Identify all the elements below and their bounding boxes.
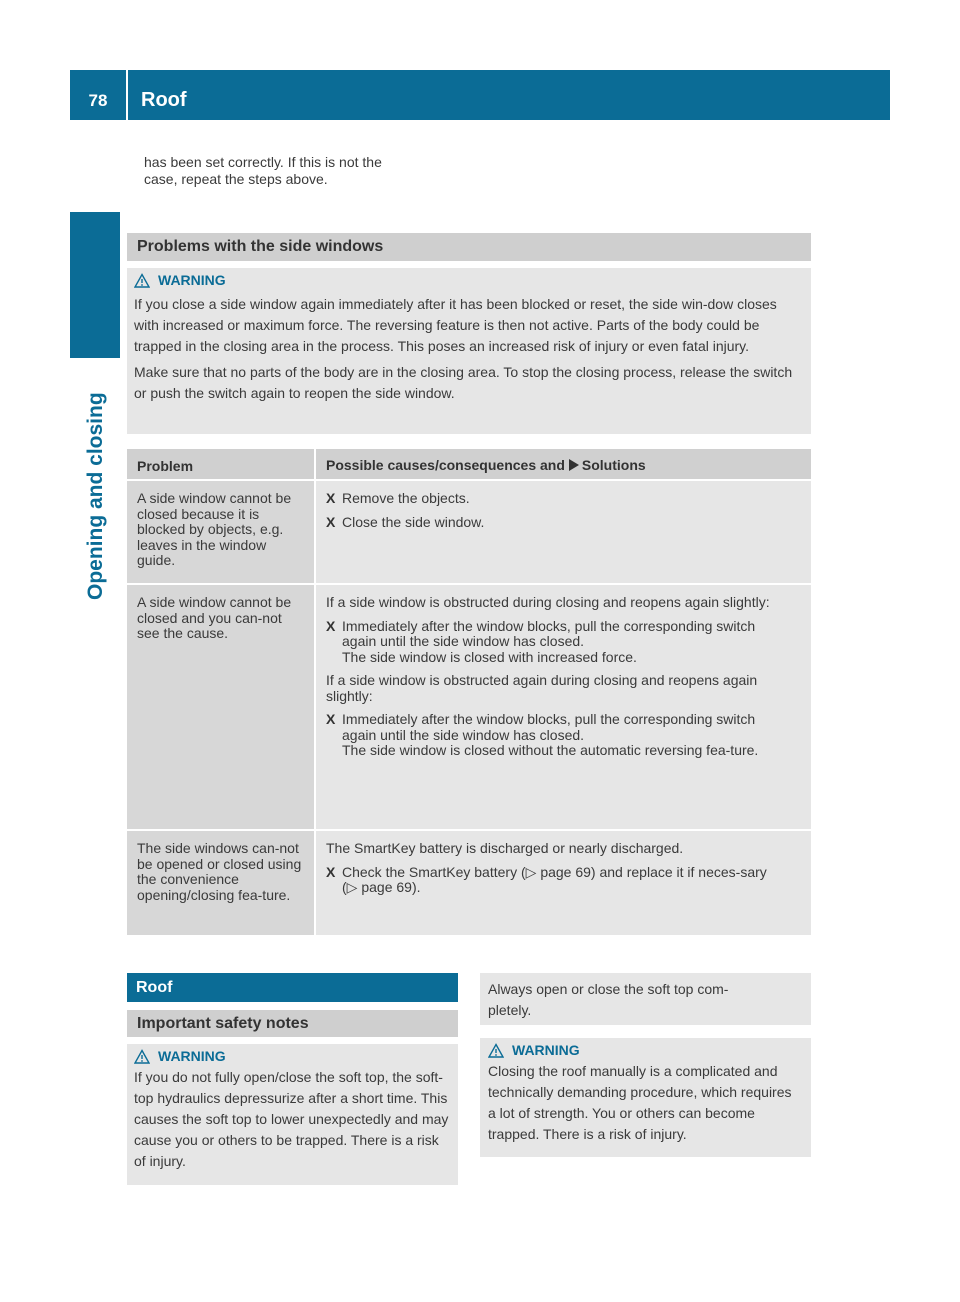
step-item: [326, 491, 801, 507]
subsection-heading-safety: Important safety notes: [127, 1010, 458, 1037]
table-row: [127, 481, 811, 583]
page-number: 78: [88, 91, 108, 110]
chapter-label-text: Opening and closing: [84, 392, 107, 600]
note-text: Always open or close the soft top com-pletely.: [488, 981, 729, 1018]
section-heading-side-windows: Problems with the side windows: [127, 233, 811, 261]
step-result: The side window is closed without the automatic reversing fea-ture.: [342, 742, 759, 758]
table-cell-problem: A side window cannot be closed because it is blocked by objects, e.g. leaves in the window guide.: [127, 481, 314, 583]
chapter-tab-marker: [70, 212, 120, 358]
warning-title-text: WARNING: [158, 1048, 226, 1064]
section-heading-roof: Roof: [127, 973, 458, 1002]
table-row: [127, 831, 811, 935]
step-item: [326, 515, 801, 531]
table-cell-solutions: [316, 481, 811, 583]
warning-icon: [134, 1049, 150, 1064]
table-cell-solutions: [316, 585, 811, 829]
warning-paragraph-2: Make sure that no parts of the body are in the closing area. To stop the closing process, release the switch or push the switch again to reopen the side window.: [134, 364, 793, 401]
step-text: [342, 712, 771, 759]
step-text-part: Check the SmartKey battery (: [342, 863, 526, 880]
intro-line-2: case, repeat the steps above.: [144, 171, 328, 187]
table-cell-problem: A side window cannot be closed and you can-not see the cause.: [127, 585, 314, 829]
warning-text: Closing the roof manually is a complicated and technically demanding procedure, which requires a lot of strength. You or others can become trapped. There is a risk of injury.: [488, 1063, 792, 1142]
warning-title-text: WARNING: [512, 1042, 580, 1058]
step-arrow-icon: X: [326, 490, 336, 506]
warning-title: [134, 1048, 450, 1064]
step-text: [342, 619, 771, 666]
step-text: Close the side window.: [342, 513, 485, 530]
warning-icon: [134, 273, 150, 288]
warning-paragraph-1: If you close a side window again immediately after it has been blocked or reset, the side win-dow closes with increased or maximum force. The reversing feature is then not active. Parts of the body could be trapped in the closing area in the process. This poses an increased risk of injury or even fatal injury.: [134, 296, 777, 354]
step-instruction: Immediately after the window blocks, pull the corresponding switch again until the side window has closed.: [342, 617, 756, 649]
page-ref-icon: ▷: [346, 879, 358, 895]
step-text-part: ) and replace it if neces-sary (: [342, 863, 767, 895]
step-arrow-icon: X: [326, 863, 336, 880]
intro-paragraph: [144, 154, 464, 188]
step-arrow-icon: X: [326, 513, 336, 530]
header-causes-text: Possible causes/consequences and: [326, 457, 565, 473]
table-cell-problem: The side windows can-not be opened or closed using the convenience opening/closing fea-ture.: [127, 831, 314, 935]
header-solutions-text: Solutions: [581, 457, 646, 473]
condition-text: If a side window is obstructed during closing and reopens again slightly:: [326, 594, 770, 610]
step-instruction: Immediately after the window blocks, pull the corresponding switch again until the side window has closed.: [342, 711, 756, 743]
table-row: [127, 585, 811, 829]
page-ref-icon: ▷: [525, 863, 537, 880]
warning-title: [134, 272, 801, 288]
table-header-row: [127, 449, 811, 479]
warning-text: If you do not fully open/close the soft top, the soft-top hydraulics depressurize after a short time. This causes the soft top to lower unexpectedly and may cause you or others to be trapped. There is a risk of injury.: [134, 1069, 449, 1169]
step-arrow-icon: X: [326, 617, 336, 634]
condition-text: The SmartKey battery is discharged or nearly discharged.: [326, 840, 684, 856]
warning-box-manual-roof: [480, 1038, 811, 1157]
table-cell-solutions: [316, 831, 811, 935]
step-text-part: ).: [411, 879, 421, 895]
note-box: [480, 973, 811, 1025]
warning-icon: [488, 1043, 504, 1058]
step-text: Remove the objects.: [342, 490, 470, 506]
problems-table: [127, 449, 811, 935]
step-item: [326, 865, 795, 896]
step-item: [326, 619, 771, 666]
step-text: [342, 865, 795, 896]
warning-title: [488, 1042, 803, 1058]
step-item: [326, 712, 771, 759]
solution-arrow-icon: [569, 459, 579, 471]
warning-box-roof: [127, 1044, 458, 1185]
page-reference-link[interactable]: page 69: [361, 879, 412, 895]
page-reference-link[interactable]: page 69: [540, 863, 591, 880]
header-divider: [126, 70, 128, 120]
table-header-solutions: [316, 449, 811, 479]
warning-title-text: WARNING: [158, 272, 226, 288]
intro-line-1: has been set correctly. If this is not the: [144, 154, 382, 170]
step-result: The side window is closed with increased force.: [342, 648, 637, 665]
chapter-label: [84, 392, 112, 628]
table-header-problem: Problem: [127, 449, 314, 479]
step-arrow-icon: X: [326, 711, 336, 727]
header-bar: [70, 70, 890, 120]
page-title: Roof: [141, 89, 187, 111]
condition-text: If a side window is obstructed again during closing and reopens again slightly:: [326, 672, 758, 704]
warning-box-side-windows: [127, 268, 811, 434]
